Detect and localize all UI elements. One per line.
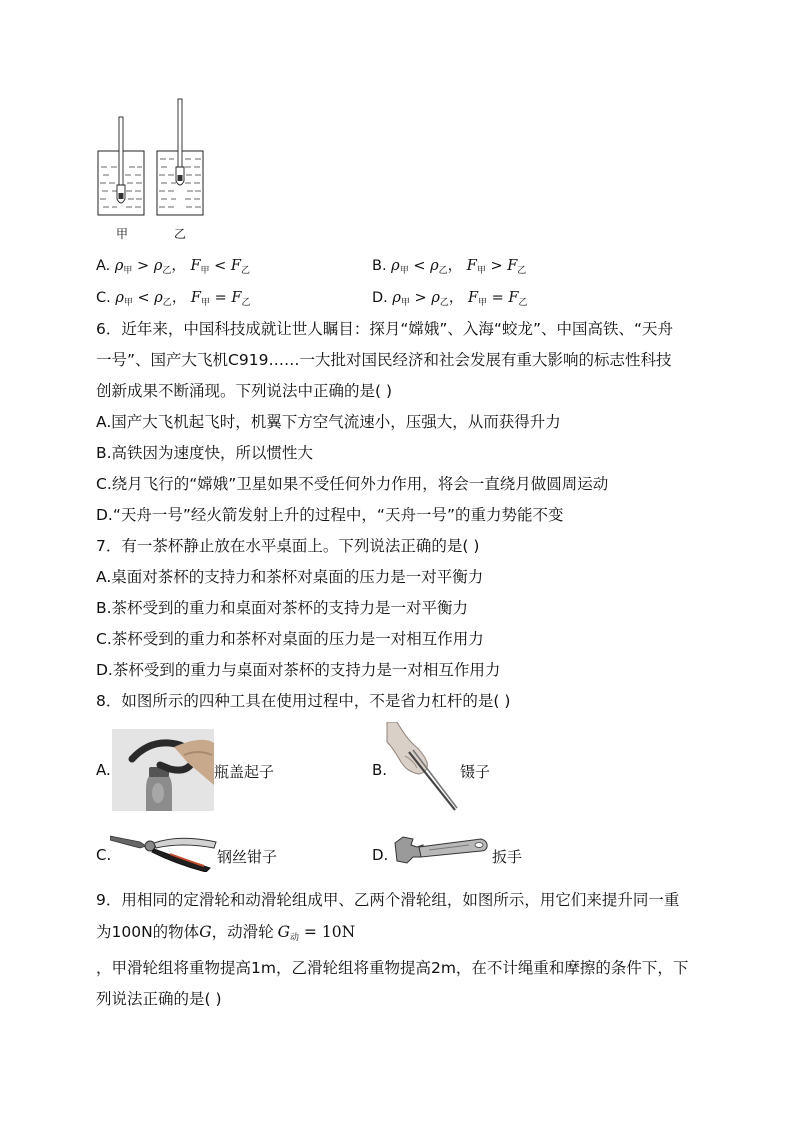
q7-option-d[interactable]: D.茶杯受到的重力与桌面对茶杯的支持力是一对相互作用力 [96, 661, 501, 679]
q6-option-b[interactable]: B.高铁因为速度快，所以惯性大 [96, 444, 314, 462]
q6-option-c[interactable]: C.绕月飞行的“嫦娥”卫星如果不受任何外力作用，将会一直绕月做圆周运动 [96, 475, 609, 493]
q7-option-c[interactable]: C.茶杯受到的重力和茶杯对桌面的压力是一对相互作用力 [96, 630, 484, 648]
q8-option-d-letter[interactable]: D. [372, 846, 389, 864]
q8-stem: 8．如图所示的四种工具在使用过程中，不是省力杠杆的是( ) [96, 692, 511, 710]
q5-option-c[interactable]: C. $\rho_甲 < \rho_乙$， $F_甲 = F_乙$ [96, 290, 251, 308]
q6-option-d[interactable]: D.“天舟一号”经火箭发射上升的过程中，“天舟一号”的重力势能不变 [96, 506, 564, 524]
q7-option-a[interactable]: A.桌面对茶杯的支持力和茶杯对桌面的压力是一对平衡力 [96, 568, 484, 586]
pliers-image [110, 828, 218, 872]
q8-option-b-letter[interactable]: B. [372, 761, 388, 779]
q8-option-b-label: 镊子 [460, 763, 491, 781]
q6-stem-line1: 6．近年来，中国科技成就让世人瞩目：探月“嫦娥”、入海“蛟龙”、中国高铁、“天舟 [96, 320, 674, 338]
wrench-image [393, 835, 489, 867]
tweezers-image [383, 722, 461, 816]
q8-option-d-label: 扳手 [492, 848, 523, 866]
figure-label-jia: 甲 [116, 227, 129, 241]
bottle-opener-image [112, 729, 214, 811]
q6-stem-line2: 一号”、国产大飞机C919……一大批对国民经济和社会发展有重大影响的标志性科技 [96, 351, 672, 369]
q9-stem-line1: 9．用相同的定滑轮和动滑轮组成甲、乙两个滑轮组，如图所示，用它们来提升同一重 [96, 891, 680, 909]
beaker-jia [98, 117, 144, 215]
q5-option-b[interactable]: B. $\rho_甲 < \rho_乙$， $F_甲 > F_乙$ [372, 258, 527, 276]
q5-option-a[interactable]: A. $\rho_甲 > \rho_乙$， $F_甲 < F_乙$ [96, 258, 250, 276]
q8-option-c-label: 钢丝钳子 [217, 848, 278, 866]
q6-stem-line3: 创新成果不断涌现。下列说法中正确的是( ) [96, 382, 393, 400]
q8-option-a-letter[interactable]: A. [96, 761, 111, 779]
q7-option-b[interactable]: B.茶杯受到的重力和桌面对茶杯的支持力是一对平衡力 [96, 599, 469, 617]
beaker-yi [157, 99, 203, 215]
q9-stem-line4: 列说法正确的是( ) [96, 990, 222, 1008]
q5-option-d[interactable]: D. $\rho_甲 > \rho_乙$， $F_甲 = F_乙$ [372, 290, 528, 308]
q9-stem-line3: ，甲滑轮组将重物提高1m，乙滑轮组将重物提高2m，在不计绳重和摩擦的条件下，下 [96, 959, 689, 977]
q8-option-c-letter[interactable]: C. [96, 846, 112, 864]
figure-label-yi: 乙 [174, 227, 187, 241]
densimeter-figure [95, 95, 210, 245]
q8-option-a-label: 瓶盖起子 [214, 763, 275, 781]
q6-option-a[interactable]: A.国产大飞机起飞时，机翼下方空气流速小，压强大，从而获得升力 [96, 413, 561, 431]
q9-stem-line2: 为100N的物体G，动滑轮 $G_动 = 10N$ [96, 923, 356, 943]
q7-stem: 7．有一茶杯静止放在水平桌面上。下列说法正确的是( ) [96, 537, 480, 555]
